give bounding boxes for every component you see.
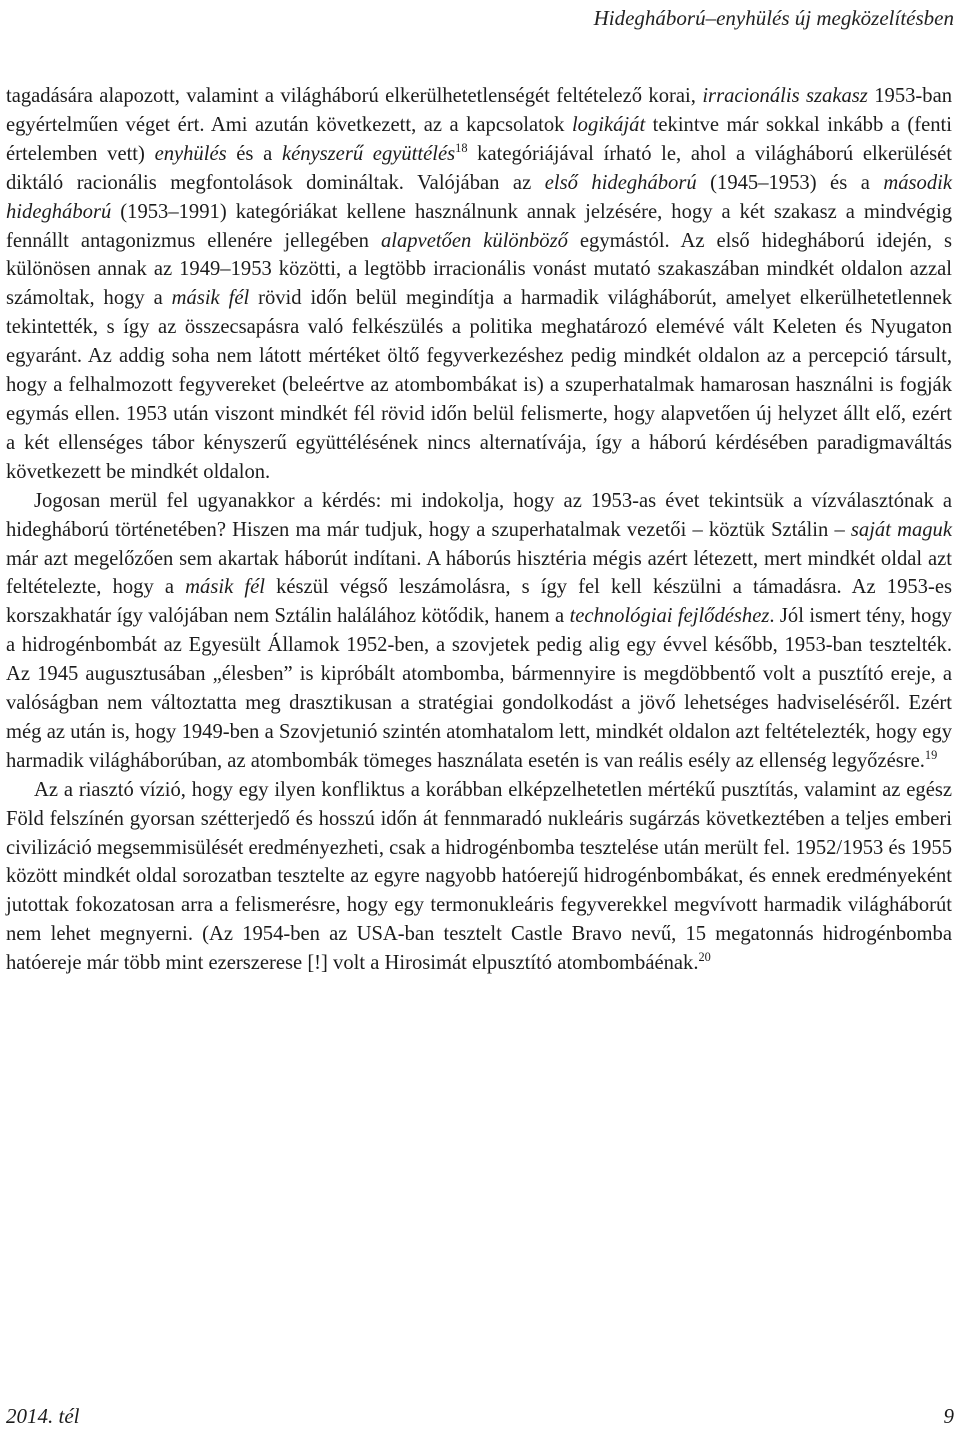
- emphasis: másik fél: [171, 287, 250, 310]
- paragraph: [6, 487, 952, 776]
- emphasis: második hidegháború: [6, 171, 952, 223]
- text-run: Jogosan merül fel ugyanakkor a kérdés: mi indokolja, hogy az 1953-as évet tekintsük a vízválasztónak a hidegháború történetében? Hiszen ma már tudjuk, hogy a szuperhatalmak vezetői – köztük Sztálin –: [6, 489, 952, 541]
- footnote-ref: 19: [924, 747, 938, 762]
- emphasis: technológiai fejlődéshez: [569, 605, 770, 628]
- text-run: (1953–1991) kategóriákat kellene használnunk annak jelzésére, hogy a két szakasz a mindvégig fennállt antagonizmus ellenére jellegében: [6, 200, 952, 252]
- text-run: kategóriájával írható le, ahol a világháború elkerülését diktáló racionális megfontolások domináltak. Valójában az: [6, 142, 953, 194]
- text-run: tekintve már sokkal inkább a (fenti értelemben vett): [6, 113, 952, 165]
- emphasis: irracionális szakasz: [702, 85, 868, 107]
- issue-label: 2014. tél: [6, 1404, 80, 1428]
- text-run: tagadására alapozott, valamint a világháború elkerülhetetlenségét feltételező korai,: [6, 85, 703, 107]
- emphasis: saját maguk: [850, 518, 952, 541]
- running-header: Hidegháború–enyhülés új megközelítésben: [593, 6, 954, 30]
- text-run: egymástól. Az első hidegháború idején, s különösen annak az 1949–1953 közötti, a legtöbb irracionális vonást mutató szakaszában mindkét oldalon azzal számoltak, hogy a: [6, 229, 953, 310]
- text-run: készül végső leszámolásra, s így fel kell készülni a támadásra. Az 1953-es korszakhatár így valójában nem Sztálin halálához kötődik, hanem a: [6, 576, 952, 628]
- paragraph: [6, 82, 952, 487]
- footnote-ref: 18: [455, 140, 468, 155]
- emphasis: első hidegháború: [544, 171, 697, 194]
- emphasis: kényszerű együttélés: [281, 142, 456, 165]
- text-run: már azt megelőzően sem akartak háborút indítani. A háborús hisztéria mégis azért létezett, mert mindkét oldal azt feltételezte, hogy a: [6, 547, 952, 599]
- footnote-ref: 20: [698, 950, 711, 965]
- emphasis: logikáját: [571, 113, 646, 136]
- text-run: rövid időn belül megindítja a harmadik világháborút, amelyet elkerülhetetlennek tekintették, s így az összecsapásra való felkészülés a politika meghatározó elemévé vált Keleten és Nyugaton egyaránt. Az addig soha nem látott mértéket öltő fegyverkezéshez pedig mindkét oldalon az a percepció társult, hogy a felhalmozott fegyvereket (beleértve az atombombákat is) a szuperhatalmak hamarosan használni is fogják egymás ellen. 1953 után viszont mindkét fél rövid időn belül felismerte, hogy alapvetően új helyzet állt elő, ezért a két ellenséges tábor kényszerű együttélésének nincs alternatívája, így a háború kérdésében paradigmaváltás következett be mindkét oldalon.: [6, 287, 952, 483]
- emphasis: enyhülés: [154, 142, 227, 165]
- text-run: és a: [226, 142, 282, 165]
- text-run: Az a riasztó vízió, hogy egy ilyen konfliktus a korábban elképzelhetetlen mértékű pusztítás, valamint az egész Föld felszínén gyorsan szétterjedő és hosszú időn át fennmaradó nukleáris sugárzás következtében a teljes emberi civilizáció megsemmisülését eredményezheti, csak a hidrogénbomba tesztelése után merült fel. 1952/1953 és 1955 között mindkét oldal sorozatban tesztelte az egyre nagyobb hatóerejű hidrogénbombákat, és ennek eredményeként jutottak fokozatosan arra a felismerésre, hogy egy termonukleáris fegyverekkel megvívott harmadik világháborút nem lehet megnyerni. (Az 1954-ben az USA-ban tesztelt Castle Bravo nevű, 15 megatonnás hidrogénbomba hatóereje már több mint ezerszerese [!] volt a Hirosimát elpusztító atombombáénak.: [6, 778, 952, 975]
- text-run: (1945–1953) és a: [696, 171, 884, 194]
- text-run: 1953-ban egyértelműen véget ért. Ami azután következett, az a kapcsolatok: [6, 85, 953, 136]
- emphasis: másik fél: [185, 576, 265, 599]
- paragraph: [6, 776, 952, 978]
- text-run: . Jól ismert tény, hogy a hidrogénbombát az Egyesült Államok 1952-ben, a szovjetek pedig alig egy évvel később, 1953-ban tesztelték. Az 1945 augusztusában „élesben” is kipróbált atombomba, bármennyire is megdöbbentő volt a pusztító ereje, a valóságban nem változtatta meg drasztikusan a stratégiai gondolkodást a jövő lehetséges hadviseléséről. Ezért még az után is, hogy 1949-ben a Szovjetunió szintén atomhatalom lett, mindkét oldalon azt feltételezték, hogy egy harmadik világháborúban, az atombombák tömeges használata esetén is van reális esély az ellenség legyőzésre.: [6, 605, 952, 772]
- article-body: [6, 82, 952, 978]
- emphasis: alapvetően különböző: [380, 229, 568, 252]
- page-number: 9: [943, 1404, 954, 1428]
